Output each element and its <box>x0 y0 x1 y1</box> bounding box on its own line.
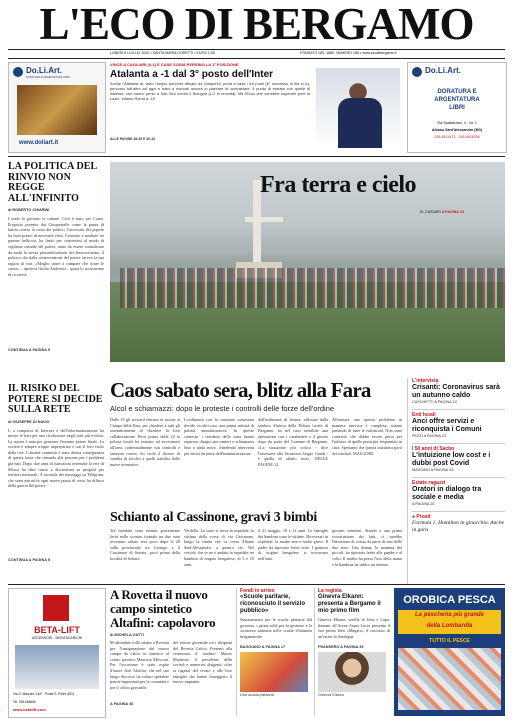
main-photo[interactable] <box>110 162 505 362</box>
ad-sub: DORATURA E ARGENTATURA LIBRI <box>26 76 70 79</box>
ad-brand: Do.Li.Art. <box>26 66 62 75</box>
beta-lift-brand: BETA-LIFT <box>34 625 80 635</box>
photo-credit-name: M. CASSARI <box>420 210 441 214</box>
main-photo-credit <box>420 210 464 214</box>
caos-subhead: Alcol e schiamazzi: dopo le proteste i controlli delle forze dell'ordine <box>110 404 335 413</box>
orobica-line2: della Lombardia <box>426 623 473 629</box>
prosit-icon: ● <box>412 514 417 520</box>
caos-col3: dell'ordinanza di lettura, affissata dalla sindaco d'intesa della Polizia locale di Bergamo, ha nel caso sensibile una operazione con i carabinieri e il giorno dopo da parte del Comune di Bergamo. «La situazione più critica - dice l'assessore alla Sicurezza Sergio Gandi - è quella di sabato sera». NELLE PAGINE 12 <box>258 417 328 467</box>
editorial-risiko-body: L a comparsa di Internet e dell'informatizzazione ha messo le basi per una rivoluzione negli stati più evoluti. La nostra è nata per generare l'enorme potere finale. La società è sempre troppo impreparata e con il loro ruolo della rete. L'attuale contrasto è stata diretta conseguenza di questa fonte che rimanda alle persone per i problemi già nati. Dopo due anni di istituzioni inventate la rete di Mosca ha dato inizio a discussioni su progetti per territori nazionali. A seconda dei messaggi su Telegram, che sono entrati in ogni nuovo punto di vista, ha diffuso della guerra del potere. <box>8 427 104 489</box>
orobica-banner <box>398 610 501 634</box>
regista-body: Ginevra Elkann, sorella di John e Lapo, domani all'Arena Santa Lucia presenta il suo primo film «Magari», il racconto di un'estate in Sardegna. <box>318 617 390 639</box>
sidebar-title: Formula 1, Hamilton in ginocchio. Anche in gara <box>412 520 505 533</box>
sidebar-see: A PAGINA 25 <box>412 502 435 506</box>
editorial-rinvio-see: CONTINUA A PAGINA 5 <box>8 348 50 352</box>
ad-right-address: Via Spallanzani, 4 - int. 1 <box>437 121 477 125</box>
regista-photo <box>318 652 386 692</box>
athlete-photo <box>316 68 400 148</box>
rovetta-col2: del settore giovanile tra i dirigenti del Rovetta Calcio. Presenti alla cerimonia il sindaco Mauro Marinoni, il presidente della società e numerosi dirigenti, oltre ai ragazzi del vivaio e alle loro famiglie che hanno festeggiato il nuovo impianto. <box>173 640 232 685</box>
orobica-line3: TUTTO IL PESCE <box>429 638 470 644</box>
rovetta-byline: di MICHELA GATTI <box>110 633 144 637</box>
top-story-body: Anche l'Atalanta di, visto l'ampio turnover attuato da Gasperini, porta a casa i tre punti (8° successo di fila in A), percorso tutt'altro ad agio e traini e mercati ancora in palmare di contrastare. Il punto di entrata con quelle di insieme, che hanno perso a San Siro contro il Bologna (1-2 in rimonta). Ma l'Ecco che vorrebbe superare pure la Lazio. Intanto Roma a -15 <box>110 81 310 102</box>
regista-see: FRANSERO A PAGINA 35 <box>318 645 364 649</box>
ad-top-right[interactable] <box>407 62 507 153</box>
orobica-fish-photo <box>398 648 501 710</box>
photo-credit-see: A PAGINA 13 <box>441 210 464 214</box>
sidebar-see: CASCHETTI A PAGINA 10 <box>412 400 457 404</box>
sidebar-title: L'intuizione low cost e i dubbi post Covid <box>412 452 491 467</box>
caos-columns <box>110 417 402 497</box>
ad-right-line3: LIBRI <box>449 105 465 111</box>
cassinone-col3: il 21 maggio, 10 e 12 anni. Le famiglie dei bambini sono le vittime. Ricoverati in ospedale, la madre non è molto grave. Il padre ha riportato ferite serie. I genitori di origine bengalese si trovavano nell'auto. <box>258 528 328 561</box>
regista-photo-caption: Ginevra Elkann <box>318 693 344 697</box>
cassinone-col1: Tre bambini sono rimasti gravemente feriti nello scontro frontale tra due auto avvenuto sabato sera poco dopo le 20 sulla provinciale tra Casnigo e il Cassinone di Seriate, poco prima della località di Seriate. <box>110 528 180 561</box>
sidebar-item-sacbo[interactable] <box>412 443 505 472</box>
masthead-info-left: LUNEDÌ 6 LUGLIO 2020 • SANTA MARIA GORETTI • EURO 1,50 <box>110 51 215 55</box>
fondi-headline[interactable]: «Scuole paritarie, riconosciuto il servizio pubblico» <box>240 594 306 614</box>
sidebar-title: Anci offre servizi e riconquista i Comuni <box>412 418 482 433</box>
ad-url[interactable]: www.doliart.it <box>19 140 59 146</box>
regista-headline[interactable]: Ginevra Elkann: presenta a Bergamo il mio primo film <box>318 594 381 614</box>
editorial-risiko-headline[interactable]: IL RISIKO DEL POTERE SI DECIDE SULLA RETE <box>8 384 103 415</box>
sidebar-kicker: I 50 anni di Sacbo <box>412 446 455 452</box>
orobica-line1: La pescheria più grande <box>414 612 485 618</box>
top-story-headline[interactable]: Atalanta a -1 dal 3° posto dell'Inter <box>110 69 274 80</box>
ad-right-brand: Do.Li.Art. <box>425 66 461 75</box>
beta-lift-url[interactable]: www.betalift.com <box>13 707 46 712</box>
regista-story <box>314 588 390 716</box>
ad-right-phone: 035.4521473 - 345.4618336 <box>434 135 480 139</box>
caos-headline[interactable]: Caos sabato sera, blitz alla Fara <box>110 378 371 402</box>
masthead-rule-2 <box>8 58 505 59</box>
masthead-rule <box>8 49 505 50</box>
ad-logo-icon-right <box>412 67 422 77</box>
caos-story <box>110 378 402 508</box>
sidebar-see: MASSIMO A PAGINA 24 <box>412 468 454 472</box>
athlete-shirt <box>338 98 382 148</box>
editorial-rinvio <box>8 162 104 370</box>
caos-col4: Affrontare uno questo problema in maniera univoca e completa, stiamo parlando di tutte le istituzioni. Non sono contrario che debba essere presa per l'utilizzo di quelle punti più frequentati in città. Speriamo che questa iniziativa porti dei risultati. MALGORE <box>332 417 402 456</box>
fondi-photo-caption: Una scuola paritaria <box>240 693 274 697</box>
sidebar-kicker: Estate ragazzi <box>412 480 446 486</box>
caos-col2: L'ordinanza con la sanzione contestata decide, in altri casi, una prima attività di polizia amministrativa. In questo contesto, i residenti della zona hanno espresso disagio per rumori e schiamazzi fino a tarda notte, chiedendo interventi più decisi da parte dell'amministrazione. <box>184 417 254 456</box>
rovetta-story <box>110 588 232 716</box>
regista-kicker: La regista <box>318 588 342 594</box>
rovetta-columns <box>110 640 232 702</box>
sidebar-kicker: Enti locali <box>412 412 436 418</box>
sidebar-item-enti-locali[interactable] <box>412 409 505 438</box>
masthead <box>8 2 505 46</box>
section-rule-1 <box>8 156 505 157</box>
prosit-kicker-text: Prosit <box>416 514 431 520</box>
sidebar-item-prosit[interactable] <box>412 511 505 534</box>
sidebar-title: Oratori in dialogo tra sociale e media <box>412 486 482 501</box>
cassinone-story <box>110 510 402 582</box>
beta-lift-sub: ASCENSORI - MONTACARICHI <box>31 636 83 640</box>
fondi-body: Stanziamento per le scuole paritarie dal governo: i primi soldi per la gestione e la sicurezza sanitaria nelle scuole d'infanzia bergamasche. <box>240 617 312 639</box>
ad-orobica-pesca[interactable] <box>394 588 505 716</box>
ad-book-image <box>17 85 97 135</box>
crowd <box>120 268 505 308</box>
editorial-rinvio-headline[interactable]: LA POLITICA DEL RINVIO NON REGGE ALL'INFINITO <box>8 162 97 204</box>
cross-arm <box>245 217 283 222</box>
sidebar-see: PEZZI A PAGINA 22 <box>412 434 447 438</box>
caos-col1: Dalle 19 gli steward entrano in azione al Campo della Fara, per chiedere a tutti gli assembramenti di chiedere la loro collaborazione. Poco prima delle 22 la polizia locale ha iniziato ad avvicinarsi all'area, contestualmente con controlli e sanzioni contro chi viola il divieto di vendita di alcolici a quelli stabilito dalle nuove normative. <box>110 417 180 467</box>
cassinone-columns <box>110 528 402 578</box>
sidebar-item-estate-ragazzi[interactable] <box>412 477 505 506</box>
editorial-risiko <box>8 384 104 570</box>
masthead-title: L'ECO DI BERGAMO <box>39 2 474 46</box>
cassinone-headline[interactable]: Schianto al Cassinone, gravi 3 bimbi <box>110 510 318 525</box>
fondi-story <box>236 588 312 716</box>
editorial-risiko-byline: di GIUSEPPE DI NAVIO <box>8 419 50 424</box>
ad-logo-icon <box>13 67 23 77</box>
ad-beta-lift[interactable] <box>8 588 106 718</box>
cassinone-col2: Verdello. La sorte si trova in ospedale, la vittima della corsa di via Cassinone, lungo la strada che va verso Albano Sant'Alessandro, a quattro vie. Nel veicolo che se ne è andato in ospedale tre bambini di origine bengalese, di 5 e 10 anni. <box>184 528 254 567</box>
top-story-kicker: VINCE A CAGLIARI (0-1) E CASE SODIA PERSINO LA 1ª POSIZIONE <box>110 62 239 67</box>
editorial-risiko-see: CONTINUA A PAGINA 5 <box>8 557 50 562</box>
orobica-brand: OROBICA PESCA <box>403 594 496 606</box>
top-story <box>110 62 402 151</box>
ad-right-line2: ARGENTATURA <box>434 97 480 103</box>
cassinone-col4: giovani ventenni. Stando a una prima ricostruzione dei fatti, ci sarebbe l'invasione di corsia da parte di una delle due auto. Una donna, la mamma dei piccoli, ha riportato ferite alle gambe e al volto. Il marito ha perso l'uso della mano e la bambina ha subito un trauma. <box>332 528 402 567</box>
ad-right-line1: DORATURA E <box>437 89 477 95</box>
beta-lift-logo-icon <box>43 595 69 621</box>
rovetta-headline[interactable]: A Rovetta il nuovo campo sintetico Altafini: capolavoro <box>110 588 216 630</box>
beta-lift-photo <box>15 645 99 689</box>
ad-right-city: Albano Sant'Alessandro (BG) <box>431 128 483 132</box>
beta-lift-address: Via G. Marconi, 14/F - Ponte S. Pietro (BG) <box>13 692 75 696</box>
fondi-see: BAGGIANO A PAGINA 17 <box>240 645 286 649</box>
top-story-see: ALLE PAGINE 38-39 E 40-42 <box>110 137 155 141</box>
rovetta-col1: M ultitudine folla sabato a Rovetta per l'inaugurazione del nuovo campo da calcio in sintetico al centro sportivo Maurizio Mosconi. Per l'occasione è stato ospite d'onore José Altafini, che nel suo lungo discorso ha voluto spendere parole importanti per la comunità e per il calcio giovanile. <box>110 640 169 690</box>
beta-lift-phone: Tel. 035.666666 <box>13 700 36 704</box>
fondi-photo <box>240 652 308 692</box>
editorial-rinvio-byline: di ROBERTO CHIARINI <box>8 208 50 212</box>
masthead-info-right: FONDATO NEL 1880. NUMERO 185 • www.ecodibergamo.it <box>300 51 397 55</box>
rovetta-see: A PAGINA 40 <box>110 702 134 706</box>
main-story-headline: Fra terra e cielo <box>260 172 417 198</box>
sidebar-title: Crisanti: Coronavirus sarà un autunno caldo <box>412 384 500 399</box>
sidebar <box>407 378 505 584</box>
sidebar-item-intervista[interactable] <box>412 378 505 404</box>
ad-top-left[interactable] <box>8 62 106 153</box>
editorial-rinvio-body: I nodo la governo si cantare. Così è stato per Conte. Proposto premier dai Cinquestelle come la punta di lancia contro la casta dei politici, l'avvocato del popolo ha fatto presto di necessità virtù. Costretto a mediare tra partner bellicosi, ha finito per convertirsi al modo di vigilante custode del potere, tanto da essere considerato da molti la stessa personificazione del democristiano, il politico che dalla conservazione del potere faceva la sua ragion di vita. «Meglio tirare a campare che tirare le cuoia» – ripeteva Giulio Andreotti – quasi lo accusavano di ricorrere <box>8 216 104 277</box>
fondi-kicker: Fondi in arrivo <box>240 588 275 594</box>
section-rule-2 <box>8 584 505 585</box>
sidebar-kicker: L'intervista <box>412 378 439 384</box>
